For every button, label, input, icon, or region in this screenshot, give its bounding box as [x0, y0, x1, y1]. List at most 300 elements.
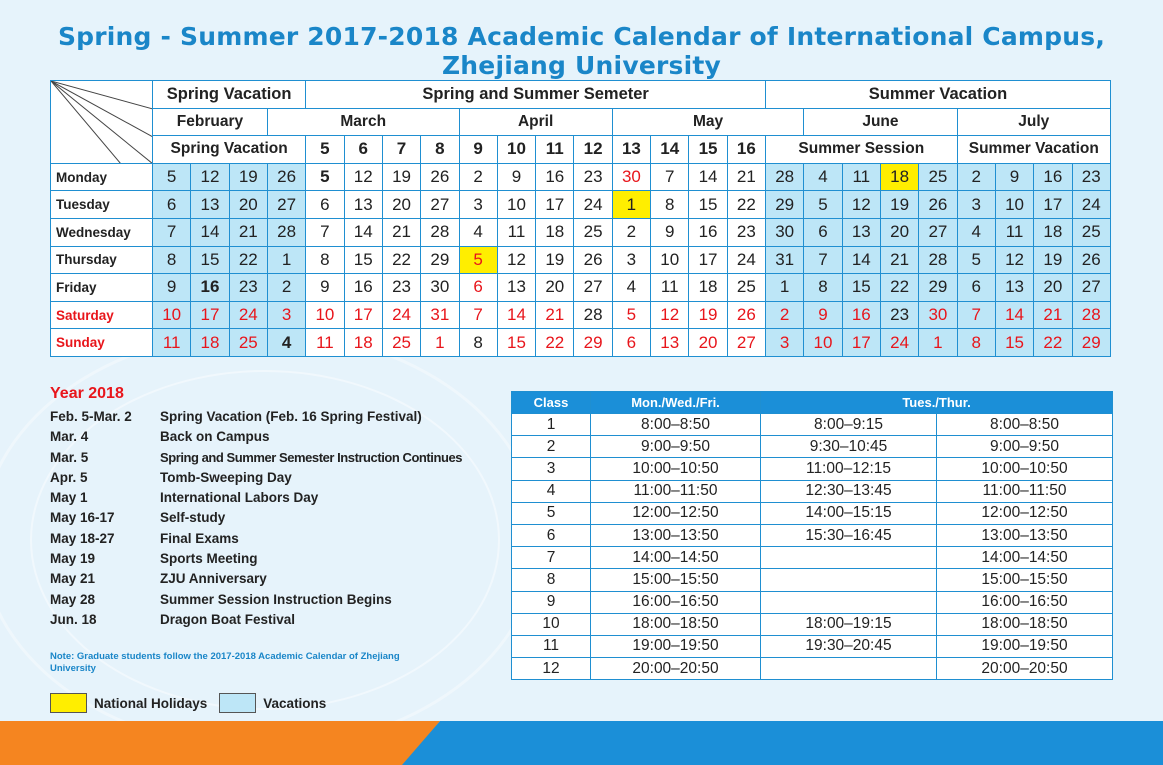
class-row: [512, 436, 1113, 458]
date-cell: 15: [344, 246, 382, 274]
class-row: [512, 658, 1113, 680]
date-cell: 5: [153, 163, 191, 191]
date-cell: 24: [1072, 191, 1111, 219]
event-text: ZJU Anniversary: [160, 571, 267, 587]
day-row: [51, 246, 1111, 274]
tt-time-b: 11:00–11:50: [937, 480, 1113, 502]
date-cell: 6: [612, 329, 650, 357]
class-number: 9: [512, 591, 591, 613]
date-cell: 18: [880, 163, 918, 191]
date-cell: 7: [651, 163, 689, 191]
tt-time-b: 10:00–10:50: [937, 458, 1113, 480]
mwf-time: 14:00–14:50: [591, 547, 761, 569]
month-june: June: [804, 108, 957, 136]
tt-time-b: 12:00–12:50: [937, 502, 1113, 524]
event-date: Jun. 18: [50, 611, 97, 627]
week-number: 14: [651, 136, 689, 164]
day-row: [51, 191, 1111, 219]
date-cell: 12: [842, 191, 880, 219]
date-cell: 19: [689, 301, 727, 329]
week-number: 15: [689, 136, 727, 164]
event-item: [50, 448, 510, 468]
tt-time-a: [761, 658, 937, 680]
date-cell: 3: [957, 191, 995, 219]
mwf-time: 13:00–13:50: [591, 524, 761, 546]
date-cell: 2: [459, 163, 497, 191]
date-cell: 19: [536, 246, 574, 274]
date-cell: 27: [267, 191, 305, 219]
date-cell: 17: [689, 246, 727, 274]
date-cell: 21: [1034, 301, 1072, 329]
date-cell: 13: [497, 274, 535, 302]
date-cell: 18: [344, 329, 382, 357]
date-cell: 25: [1072, 218, 1111, 246]
class-number: 7: [512, 547, 591, 569]
date-cell: 28: [267, 218, 305, 246]
event-date: Mar. 4: [50, 429, 89, 445]
date-cell: 29: [1072, 329, 1111, 357]
date-cell: 3: [612, 246, 650, 274]
date-cell: 11: [842, 163, 880, 191]
class-number: 4: [512, 480, 591, 502]
tt-time-b: 8:00–8:50: [937, 414, 1113, 436]
day-row: [51, 274, 1111, 302]
date-cell: 5: [957, 246, 995, 274]
event-item: [50, 529, 510, 549]
date-cell: 11: [306, 329, 344, 357]
date-cell: 17: [191, 301, 229, 329]
spring-vacation-label: Spring Vacation: [153, 136, 306, 164]
event-item: [50, 508, 510, 528]
date-cell: 21: [880, 246, 918, 274]
date-cell: 4: [459, 218, 497, 246]
date-cell: 11: [995, 218, 1033, 246]
tt-time-b: 20:00–20:50: [937, 658, 1113, 680]
date-cell: 24: [727, 246, 765, 274]
class-row: [512, 458, 1113, 480]
date-cell: 19: [1034, 246, 1072, 274]
date-cell: 16: [344, 274, 382, 302]
date-cell: 31: [421, 301, 459, 329]
date-cell: 22: [727, 191, 765, 219]
date-cell: 22: [229, 246, 267, 274]
class-number: 6: [512, 524, 591, 546]
date-cell: 9: [497, 163, 535, 191]
event-item: [50, 407, 510, 427]
date-cell: 20: [382, 191, 420, 219]
date-cell: 26: [574, 246, 612, 274]
date-cell: 23: [229, 274, 267, 302]
event-date: May 19: [50, 551, 96, 567]
page-title: Spring - Summer 2017-2018 Academic Calendar of International Campus, Zhejiang University: [57, 22, 1106, 80]
date-cell: 17: [344, 301, 382, 329]
class-row: [512, 502, 1113, 524]
date-cell: 13: [344, 191, 382, 219]
date-cell: 26: [421, 163, 459, 191]
date-cell: 11: [497, 218, 535, 246]
academic-calendar-table: [50, 80, 1111, 357]
legend: [50, 693, 326, 713]
day-label: Friday: [51, 274, 153, 302]
date-cell: 14: [191, 218, 229, 246]
date-cell: 10: [651, 246, 689, 274]
class-number: 10: [512, 613, 591, 635]
tt-time-a: [761, 591, 937, 613]
mwf-time: 9:00–9:50: [591, 436, 761, 458]
tt-time-a: 14:00–15:15: [761, 502, 937, 524]
date-cell: 25: [919, 163, 957, 191]
tt-time-b: 18:00–18:50: [937, 613, 1113, 635]
vacation-swatch: [219, 693, 256, 713]
date-cell: 12: [191, 163, 229, 191]
date-cell: 18: [536, 218, 574, 246]
date-cell: 6: [459, 274, 497, 302]
date-cell: 20: [229, 191, 267, 219]
date-cell: 7: [306, 218, 344, 246]
event-date: May 16-17: [50, 510, 115, 526]
event-text: Self-study: [160, 510, 226, 526]
date-cell: 22: [536, 329, 574, 357]
date-cell: 14: [842, 246, 880, 274]
date-cell: 5: [612, 301, 650, 329]
date-cell: 12: [995, 246, 1033, 274]
week-number: 5: [306, 136, 344, 164]
date-cell: 31: [766, 246, 804, 274]
event-text: Summer Session Instruction Begins: [160, 591, 392, 607]
class-row: [512, 635, 1113, 657]
date-cell: 30: [612, 163, 650, 191]
event-date: May 28: [50, 591, 96, 607]
class-number: 11: [512, 635, 591, 657]
day-row: [51, 218, 1111, 246]
date-cell: 4: [957, 218, 995, 246]
date-cell: 28: [919, 246, 957, 274]
class-number: 1: [512, 414, 591, 436]
date-cell: 8: [804, 274, 842, 302]
event-item: [50, 590, 510, 610]
week-number: 16: [727, 136, 765, 164]
date-cell: 22: [382, 246, 420, 274]
date-cell: 16: [191, 274, 229, 302]
date-cell: 26: [727, 301, 765, 329]
date-cell: 22: [880, 274, 918, 302]
class-schedule-header: [512, 392, 1113, 414]
mwf-time: 8:00–8:50: [591, 414, 761, 436]
date-cell: 21: [536, 301, 574, 329]
month-february: February: [153, 108, 268, 136]
date-cell: 26: [919, 191, 957, 219]
date-cell: 13: [995, 274, 1033, 302]
date-cell: 6: [153, 191, 191, 219]
summer-session-label: Summer Session: [766, 136, 958, 164]
month-july: July: [957, 108, 1110, 136]
date-cell: 9: [306, 274, 344, 302]
tt-time-b: 14:00–14:50: [937, 547, 1113, 569]
date-cell: 5: [804, 191, 842, 219]
date-cell: 3: [459, 191, 497, 219]
day-row: [51, 301, 1111, 329]
tt-header: Tues./Thur.: [761, 392, 1113, 414]
calendar-header-row-months: [51, 108, 1111, 136]
date-cell: 17: [842, 329, 880, 357]
date-cell: 9: [804, 301, 842, 329]
date-cell: 26: [1072, 246, 1111, 274]
day-label: Tuesday: [51, 191, 153, 219]
date-cell: 16: [842, 301, 880, 329]
event-date: May 1: [50, 490, 88, 506]
event-date: May 21: [50, 571, 96, 587]
tt-time-b: 19:00–19:50: [937, 635, 1113, 657]
date-cell: 23: [727, 218, 765, 246]
week-number: 7: [382, 136, 420, 164]
tt-time-a: [761, 569, 937, 591]
class-row: [512, 524, 1113, 546]
mwf-time: 10:00–10:50: [591, 458, 761, 480]
date-cell: 29: [421, 246, 459, 274]
date-cell: 12: [651, 301, 689, 329]
date-cell: 10: [804, 329, 842, 357]
date-cell: 9: [995, 163, 1033, 191]
date-cell: 28: [766, 163, 804, 191]
event-text: Final Exams: [160, 530, 239, 546]
date-cell: 17: [536, 191, 574, 219]
graduate-note: Note: Graduate students follow the 2017-2018 Academic Calendar of Zhejiang University: [50, 651, 400, 674]
date-cell: 15: [497, 329, 535, 357]
diagonal-lines: [51, 81, 153, 163]
date-cell: 25: [382, 329, 420, 357]
date-cell: 6: [306, 191, 344, 219]
date-cell: 8: [459, 329, 497, 357]
summer-vacation-label: Summer Vacation: [957, 136, 1110, 164]
date-cell: 7: [804, 246, 842, 274]
calendar-header-row-weeks: [51, 136, 1111, 164]
date-cell: 1: [267, 246, 305, 274]
date-cell: 25: [229, 329, 267, 357]
tt-time-a: 18:00–19:15: [761, 613, 937, 635]
class-header: Class: [512, 392, 591, 414]
date-cell: 23: [574, 163, 612, 191]
mwf-header: Mon./Wed./Fri.: [591, 392, 761, 414]
class-number: 2: [512, 436, 591, 458]
date-cell: 19: [229, 163, 267, 191]
date-cell: 5: [459, 246, 497, 274]
diagonal-header-cell: [51, 81, 153, 164]
class-row: [512, 414, 1113, 436]
legend-vacations-label: Vacations: [263, 695, 327, 711]
class-row: [512, 591, 1113, 613]
events-year-heading: Year 2018: [50, 385, 124, 402]
date-cell: 2: [267, 274, 305, 302]
date-cell: 27: [727, 329, 765, 357]
date-cell: 2: [612, 218, 650, 246]
mwf-time: 18:00–18:50: [591, 613, 761, 635]
date-cell: 27: [574, 274, 612, 302]
date-cell: 29: [766, 191, 804, 219]
date-cell: 30: [919, 301, 957, 329]
date-cell: 22: [1034, 329, 1072, 357]
spring-vacation-header: Spring Vacation: [153, 81, 306, 109]
footer-band-blue: [402, 721, 1163, 765]
events-list: [50, 385, 510, 630]
date-cell: 24: [382, 301, 420, 329]
date-cell: 8: [651, 191, 689, 219]
date-cell: 20: [536, 274, 574, 302]
event-date: Mar. 5: [50, 449, 89, 465]
calendar-header-row-periods: [51, 81, 1111, 109]
event-item: [50, 569, 510, 589]
date-cell: 6: [804, 218, 842, 246]
day-label: Monday: [51, 163, 153, 191]
date-cell: 23: [1072, 163, 1111, 191]
month-may: May: [612, 108, 804, 136]
date-cell: 4: [804, 163, 842, 191]
date-cell: 28: [574, 301, 612, 329]
legend-holidays-label: National Holidays: [94, 695, 208, 711]
date-cell: 16: [1034, 163, 1072, 191]
date-cell: 30: [421, 274, 459, 302]
date-cell: 16: [536, 163, 574, 191]
tt-time-b: 13:00–13:50: [937, 524, 1113, 546]
tt-time-b: 16:00–16:50: [937, 591, 1113, 613]
class-number: 5: [512, 502, 591, 524]
date-cell: 7: [459, 301, 497, 329]
date-cell: 14: [995, 301, 1033, 329]
date-cell: 24: [880, 329, 918, 357]
date-cell: 1: [612, 191, 650, 219]
date-cell: 10: [995, 191, 1033, 219]
date-cell: 26: [267, 163, 305, 191]
event-date: Apr. 5: [50, 469, 88, 485]
date-cell: 23: [382, 274, 420, 302]
date-cell: 1: [766, 274, 804, 302]
date-cell: 9: [651, 218, 689, 246]
event-item: [50, 549, 510, 569]
mwf-time: 19:00–19:50: [591, 635, 761, 657]
week-number: 12: [574, 136, 612, 164]
date-cell: 1: [421, 329, 459, 357]
date-cell: 21: [727, 163, 765, 191]
date-cell: 10: [306, 301, 344, 329]
week-number: 8: [421, 136, 459, 164]
event-date: May 18-27: [50, 530, 115, 546]
event-text: Sports Meeting: [160, 551, 258, 567]
date-cell: 24: [574, 191, 612, 219]
date-cell: 20: [1034, 274, 1072, 302]
tt-time-a: 8:00–9:15: [761, 414, 937, 436]
event-text: International Labors Day: [160, 490, 319, 506]
month-march: March: [267, 108, 459, 136]
week-number: 9: [459, 136, 497, 164]
date-cell: 8: [957, 329, 995, 357]
date-cell: 15: [995, 329, 1033, 357]
tt-time-b: 9:00–9:50: [937, 436, 1113, 458]
tt-time-a: 19:30–20:45: [761, 635, 937, 657]
day-row: [51, 163, 1111, 191]
date-cell: 6: [957, 274, 995, 302]
date-cell: 23: [880, 301, 918, 329]
date-cell: 12: [497, 246, 535, 274]
date-cell: 14: [344, 218, 382, 246]
class-row: [512, 480, 1113, 502]
date-cell: 10: [497, 191, 535, 219]
date-cell: 13: [191, 191, 229, 219]
date-cell: 13: [842, 218, 880, 246]
date-cell: 28: [1072, 301, 1111, 329]
class-row: [512, 547, 1113, 569]
event-item: [50, 468, 510, 488]
week-number: 13: [612, 136, 650, 164]
class-number: 8: [512, 569, 591, 591]
date-cell: 12: [344, 163, 382, 191]
event-item: [50, 427, 510, 447]
date-cell: 18: [191, 329, 229, 357]
date-cell: 1: [919, 329, 957, 357]
date-cell: 19: [880, 191, 918, 219]
event-item: [50, 610, 510, 630]
week-number: 10: [497, 136, 535, 164]
event-text: Dragon Boat Festival: [160, 611, 296, 627]
day-label: Wednesday: [51, 218, 153, 246]
date-cell: 29: [919, 274, 957, 302]
mwf-time: 20:00–20:50: [591, 658, 761, 680]
date-cell: 8: [153, 246, 191, 274]
week-number: 6: [344, 136, 382, 164]
date-cell: 15: [191, 246, 229, 274]
date-cell: 8: [306, 246, 344, 274]
footer-band-orange: [0, 721, 440, 765]
semester-header: Spring and Summer Semeter: [306, 81, 766, 109]
event-item: [50, 488, 510, 508]
event-text: Tomb-Sweeping Day: [160, 469, 292, 485]
week-number: 11: [536, 136, 574, 164]
date-cell: 9: [153, 274, 191, 302]
date-cell: 28: [421, 218, 459, 246]
date-cell: 2: [957, 163, 995, 191]
date-cell: 15: [689, 191, 727, 219]
date-cell: 14: [497, 301, 535, 329]
class-row: [512, 569, 1113, 591]
class-number: 12: [512, 658, 591, 680]
date-cell: 3: [267, 301, 305, 329]
tt-time-a: [761, 547, 937, 569]
date-cell: 27: [421, 191, 459, 219]
date-cell: 21: [382, 218, 420, 246]
date-cell: 13: [651, 329, 689, 357]
month-april: April: [459, 108, 612, 136]
date-cell: 20: [689, 329, 727, 357]
day-label: Saturday: [51, 301, 153, 329]
class-schedule-table: [511, 391, 1113, 680]
date-cell: 4: [267, 329, 305, 357]
tt-time-b: 15:00–15:50: [937, 569, 1113, 591]
date-cell: 18: [1034, 218, 1072, 246]
tt-time-a: 15:30–16:45: [761, 524, 937, 546]
class-number: 3: [512, 458, 591, 480]
date-cell: 27: [1072, 274, 1111, 302]
mwf-time: 15:00–15:50: [591, 569, 761, 591]
tt-time-a: 11:00–12:15: [761, 458, 937, 480]
date-cell: 24: [229, 301, 267, 329]
date-cell: 3: [766, 329, 804, 357]
date-cell: 16: [689, 218, 727, 246]
date-cell: 7: [957, 301, 995, 329]
date-cell: 25: [727, 274, 765, 302]
summer-vacation-header: Summer Vacation: [766, 81, 1111, 109]
date-cell: 29: [574, 329, 612, 357]
date-cell: 14: [689, 163, 727, 191]
tt-time-a: 12:30–13:45: [761, 480, 937, 502]
day-row: [51, 329, 1111, 357]
